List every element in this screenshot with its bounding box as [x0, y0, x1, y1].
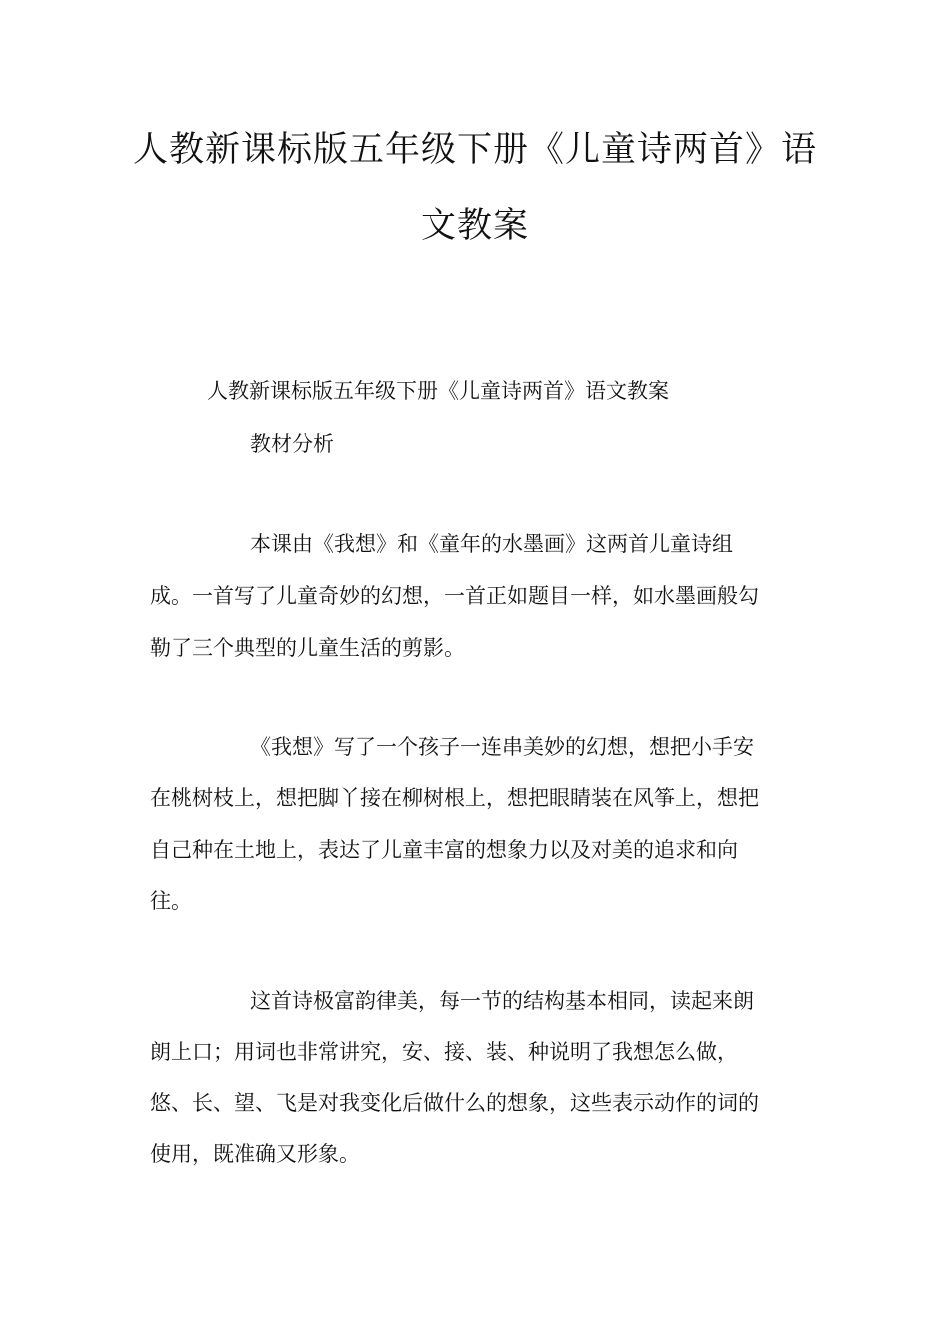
paragraph-line: 朗上口；用词也非常讲究，安、接、装、种说明了我想怎么做，: [150, 1040, 738, 1064]
paragraph-line: 悠、长、望、飞是对我变化后做什么的想象，这些表示动作的词的: [150, 1091, 759, 1115]
paragraph-line: 往。: [150, 889, 192, 913]
paragraph-line: 成。一首写了儿童奇妙的幻想，一首正如题目一样，如水墨画般勾: [150, 584, 759, 608]
paragraph-line: 勒了三个典型的儿童生活的剪影。: [150, 636, 465, 660]
paragraph-line: 自己种在土地上，表达了儿童丰富的想象力以及对美的追求和向: [150, 838, 738, 862]
paragraph-line: 《我想》写了一个孩子一连串美妙的幻想，想把小手安: [250, 735, 754, 759]
document-title-line-1: 人教新课标版五年级下册《儿童诗两首》语: [132, 130, 817, 170]
paragraph-line: 这首诗极富韵律美，每一节的结构基本相同，读起来朗: [250, 989, 754, 1013]
paragraph-line: 本课由《我想》和《童年的水墨画》这两首儿童诗组: [250, 532, 733, 556]
document-subtitle: 人教新课标版五年级下册《儿童诗两首》语文教案: [207, 379, 669, 403]
paragraph-line: 在桃树枝上，想把脚丫接在柳树根上，想把眼睛装在风筝上，想把: [150, 786, 759, 810]
document-title-line-2: 文教案: [420, 206, 529, 246]
section-heading: 教材分析: [250, 432, 334, 456]
paragraph-line: 使用，既准确又形象。: [150, 1142, 360, 1166]
